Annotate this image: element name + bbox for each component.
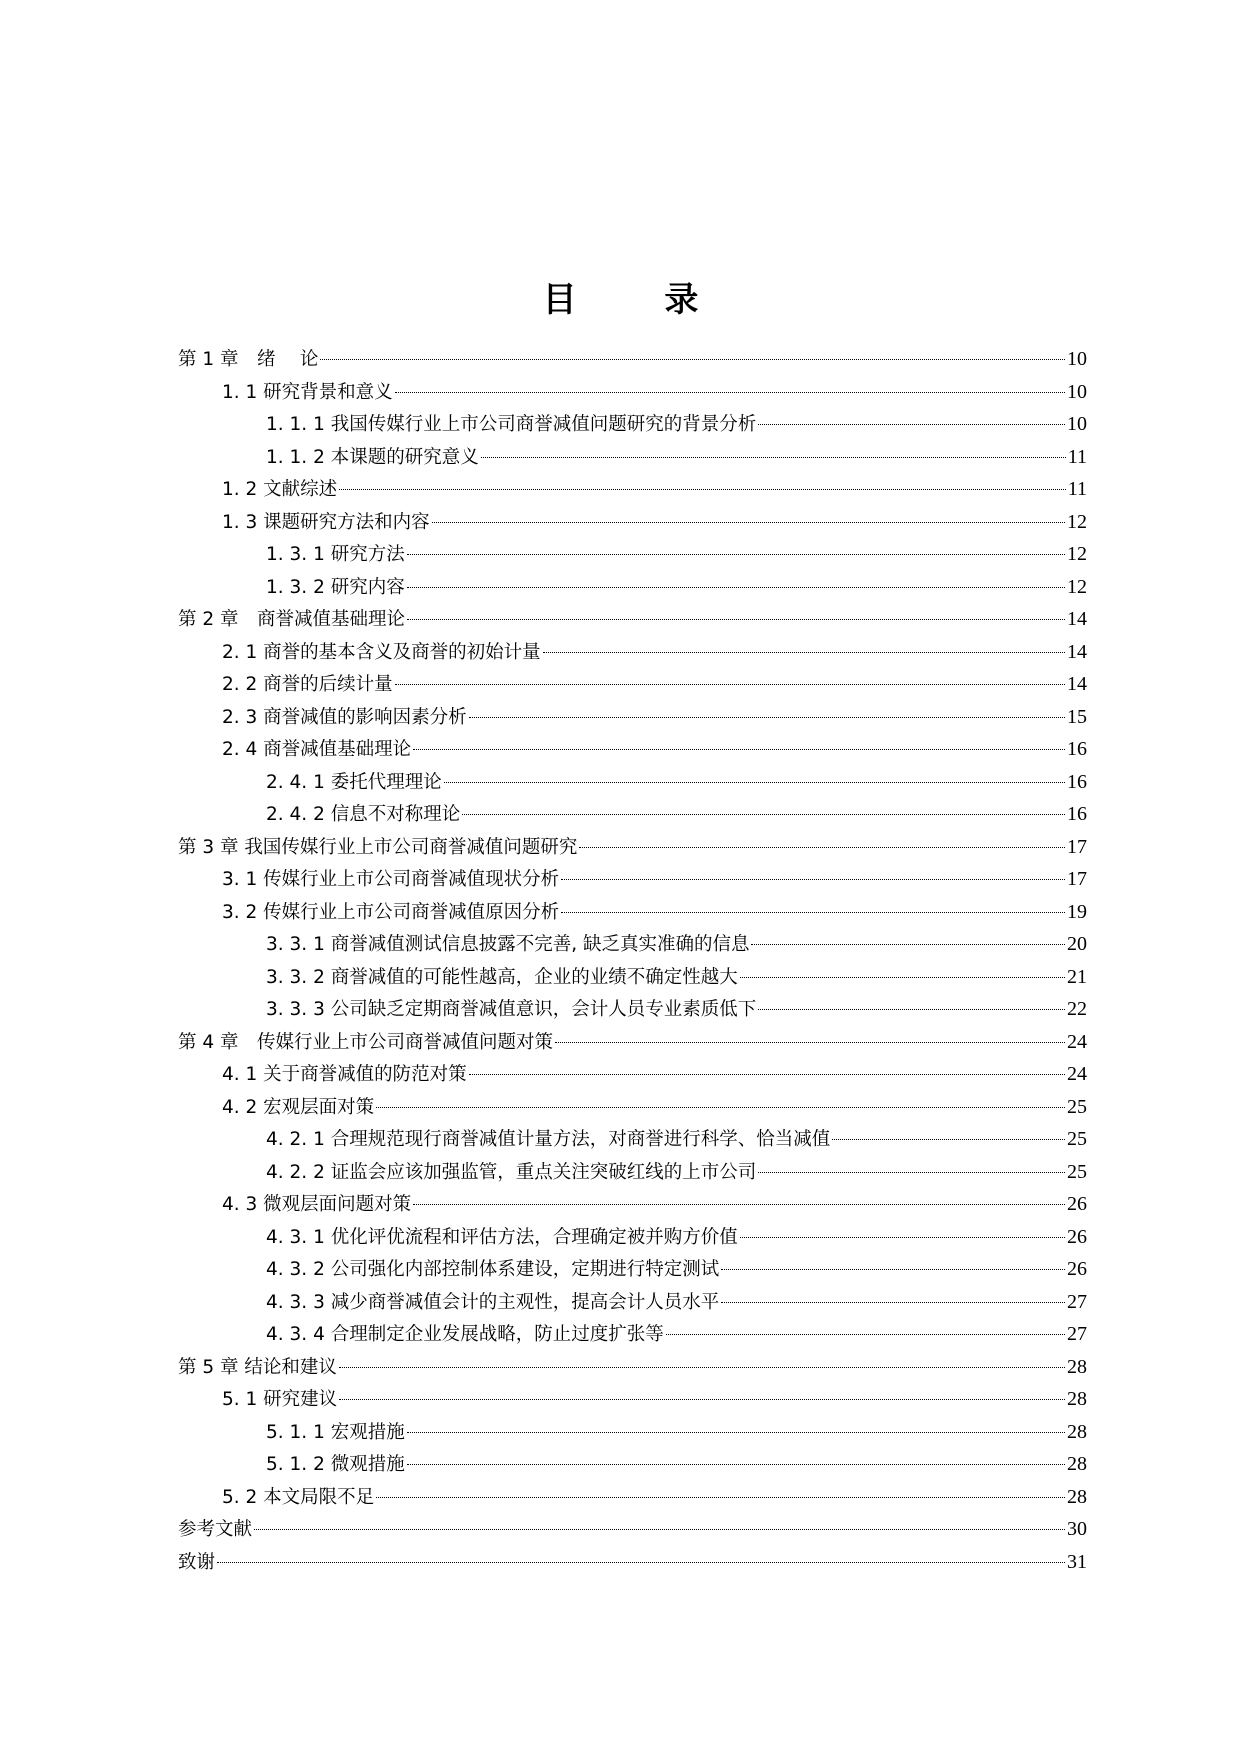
toc-entry-label: 3. 3. 1 商誉减值测试信息披露不完善, 缺乏真实准确的信息	[266, 934, 750, 955]
toc-dot-leader	[543, 652, 1065, 653]
toc-entry[interactable]	[178, 766, 1087, 799]
toc-entry-label: 1. 3. 1 研究方法	[266, 544, 405, 565]
toc-page-number: 28	[1067, 1420, 1087, 1443]
toc-entry[interactable]	[178, 1156, 1087, 1189]
toc-dot-leader	[740, 1237, 1065, 1238]
toc-dot-leader	[832, 1139, 1065, 1140]
toc-entry-label: 1. 3. 2 研究内容	[266, 576, 405, 598]
toc-page-number: 26	[1067, 1193, 1087, 1215]
toc-entry-label: 3. 1 传媒行业上市公司商誉减值现状分析	[222, 869, 560, 890]
toc-page-number: 25	[1067, 1128, 1087, 1150]
toc-entry[interactable]	[178, 1026, 1087, 1059]
toc-entry[interactable]	[178, 798, 1087, 831]
toc-page-number: 11	[1067, 478, 1087, 500]
toc-entry[interactable]	[178, 701, 1087, 734]
toc-entry[interactable]	[178, 408, 1087, 441]
toc-entry[interactable]	[178, 1253, 1087, 1286]
toc-dot-leader	[320, 359, 1065, 360]
toc-page-number: 31	[1067, 1550, 1087, 1573]
toc-dot-leader	[339, 1399, 1065, 1400]
toc-entry-label: 参考文献	[178, 1519, 253, 1540]
toc-page-number: 14	[1067, 608, 1087, 630]
toc-entry-label: 4. 3. 3 减少商誉减值会计的主观性，提高会计人员水平	[266, 1291, 720, 1313]
toc-entry[interactable]	[178, 506, 1087, 539]
toc-entry-label: 4. 2 宏观层面对策	[222, 1096, 375, 1118]
toc-entry[interactable]	[178, 1351, 1087, 1384]
toc-page-number: 28	[1067, 1453, 1087, 1475]
toc-page-number: 16	[1067, 803, 1087, 825]
toc-page-number: 12	[1067, 510, 1087, 533]
toc-entry[interactable]	[178, 1286, 1087, 1319]
toc-entry-label: 致谢	[178, 1551, 216, 1573]
toc-dot-leader	[339, 489, 1066, 490]
toc-entry[interactable]	[178, 1481, 1087, 1514]
toc-page-number: 28	[1067, 1485, 1087, 1508]
toc-page-number: 22	[1067, 998, 1087, 1020]
toc-entry-label: 4. 3 微观层面问题对策	[222, 1194, 412, 1215]
toc-dot-leader	[740, 977, 1065, 978]
toc-entry-label: 1. 2 文献综述	[222, 479, 338, 500]
toc-page-number: 10	[1067, 348, 1087, 370]
toc-entry-label: 第 3 章 我国传媒行业上市公司商誉减值问题研究	[178, 836, 578, 858]
toc-page-number: 14	[1067, 640, 1087, 663]
toc-entry[interactable]	[178, 863, 1087, 896]
toc-entry[interactable]	[178, 473, 1087, 506]
page-title: 目 录	[542, 279, 737, 320]
toc-dot-leader	[413, 749, 1065, 750]
toc-dot-leader	[413, 1204, 1065, 1205]
toc-entry[interactable]	[178, 1221, 1087, 1254]
toc-page-number: 14	[1067, 673, 1087, 695]
toc-page-number: 24	[1067, 1063, 1087, 1085]
toc-entry[interactable]	[178, 961, 1087, 994]
toc-entry-label: 4. 1 关于商誉减值的防范对策	[222, 1064, 467, 1085]
toc-page-number: 12	[1067, 575, 1087, 598]
toc-dot-leader	[469, 1074, 1065, 1075]
toc-entry[interactable]	[178, 1383, 1087, 1416]
toc-entry[interactable]	[178, 343, 1087, 376]
toc-dot-leader	[758, 1172, 1065, 1173]
toc-dot-leader	[462, 814, 1065, 815]
toc-dot-leader	[376, 1497, 1065, 1498]
toc-dot-leader	[721, 1269, 1065, 1270]
table-of-contents	[178, 343, 1087, 1578]
toc-entry-label: 1. 3 课题研究方法和内容	[222, 511, 430, 533]
toc-dot-leader	[666, 1334, 1065, 1335]
toc-entry-label: 5. 1 研究建议	[222, 1389, 338, 1410]
toc-dot-leader	[555, 1042, 1065, 1043]
toc-entry[interactable]	[178, 1091, 1087, 1124]
toc-entry[interactable]	[178, 571, 1087, 604]
toc-entry-label: 2. 4. 1 委托代理理论	[266, 771, 442, 793]
toc-entry-label: 4. 3. 1 优化评优流程和评估方法，合理确定被并购方价值	[266, 1226, 738, 1248]
toc-dot-leader	[407, 1464, 1065, 1465]
toc-page-number: 17	[1067, 868, 1087, 890]
toc-entry[interactable]	[178, 636, 1087, 669]
toc-dot-leader	[339, 1367, 1065, 1368]
toc-page-number: 10	[1067, 413, 1087, 435]
toc-entry-label: 2. 4 商誉减值基础理论	[222, 739, 412, 760]
toc-page-number: 11	[1067, 445, 1087, 468]
toc-page-number: 27	[1067, 1323, 1087, 1345]
toc-page-number: 10	[1067, 380, 1087, 403]
toc-entry[interactable]	[178, 1513, 1087, 1546]
toc-dot-leader	[376, 1107, 1065, 1108]
toc-entry[interactable]	[178, 603, 1087, 636]
toc-entry[interactable]	[178, 668, 1087, 701]
toc-entry[interactable]	[178, 376, 1087, 409]
toc-entry[interactable]	[178, 993, 1087, 1026]
toc-entry-label: 4. 2. 2 证监会应该加强监管，重点关注突破红线的上市公司	[266, 1161, 757, 1183]
toc-entry-label: 5. 1. 1 宏观措施	[266, 1421, 405, 1443]
toc-page-number: 28	[1067, 1388, 1087, 1410]
toc-dot-leader	[432, 522, 1065, 523]
toc-page-number: 25	[1067, 1095, 1087, 1118]
toc-entry-label: 1. 1. 2 本课题的研究意义	[266, 446, 479, 468]
toc-entry-label: 5. 1. 2 微观措施	[266, 1454, 405, 1475]
toc-page-number: 28	[1067, 1355, 1087, 1378]
toc-entry[interactable]	[178, 441, 1087, 474]
toc-page-number: 20	[1067, 933, 1087, 955]
toc-dot-leader	[579, 847, 1065, 848]
toc-page-number: 16	[1067, 738, 1087, 760]
toc-page-number: 24	[1067, 1030, 1087, 1053]
toc-dot-leader	[561, 912, 1065, 913]
toc-entry[interactable]	[178, 1318, 1087, 1351]
toc-dot-leader	[444, 782, 1065, 783]
toc-page-number: 27	[1067, 1290, 1087, 1313]
toc-entry[interactable]	[178, 1188, 1087, 1221]
toc-page-number: 25	[1067, 1160, 1087, 1183]
toc-entry-label: 1. 1. 1 我国传媒行业上市公司商誉减值问题研究的背景分析	[266, 414, 757, 435]
toc-dot-leader	[561, 879, 1065, 880]
toc-entry-label: 3. 2 传媒行业上市公司商誉减值原因分析	[222, 901, 560, 923]
toc-entry[interactable]	[178, 1058, 1087, 1091]
toc-page-number: 16	[1067, 770, 1087, 793]
toc-entry-label: 第 5 章 结论和建议	[178, 1356, 337, 1378]
toc-dot-leader	[395, 684, 1065, 685]
toc-dot-leader	[469, 717, 1065, 718]
toc-dot-leader	[217, 1562, 1065, 1563]
toc-dot-leader	[481, 457, 1066, 458]
toc-page-number: 12	[1067, 543, 1087, 565]
toc-dot-leader	[721, 1302, 1065, 1303]
toc-page-number: 21	[1067, 965, 1087, 988]
toc-entry[interactable]	[178, 1546, 1087, 1579]
toc-entry[interactable]	[178, 1416, 1087, 1449]
toc-page-number: 15	[1067, 705, 1087, 728]
toc-entry[interactable]	[178, 896, 1087, 929]
toc-page-number: 19	[1067, 900, 1087, 923]
toc-entry[interactable]	[178, 733, 1087, 766]
toc-dot-leader	[407, 1432, 1065, 1433]
toc-dot-leader	[254, 1529, 1065, 1530]
toc-page-number: 26	[1067, 1225, 1087, 1248]
toc-entry-label: 1. 1 研究背景和意义	[222, 381, 393, 403]
toc-dot-leader	[407, 587, 1065, 588]
toc-entry-label: 4. 3. 4 合理制定企业发展战略，防止过度扩张等	[266, 1324, 664, 1345]
toc-entry-label: 4. 3. 2 公司强化内部控制体系建设，定期进行特定测试	[266, 1259, 720, 1280]
toc-entry[interactable]	[178, 928, 1087, 961]
toc-entry[interactable]	[178, 1123, 1087, 1156]
toc-entry-label: 3. 3. 3 公司缺乏定期商誉减值意识，会计人员专业素质低下	[266, 999, 757, 1020]
toc-dot-leader	[407, 554, 1065, 555]
toc-entry-label: 2. 3 商誉减值的影响因素分析	[222, 706, 467, 728]
toc-dot-leader	[751, 944, 1065, 945]
toc-page-number: 30	[1067, 1518, 1087, 1540]
toc-entry[interactable]	[178, 831, 1087, 864]
toc-entry-label: 4. 2. 1 合理规范现行商誉减值计量方法，对商誉进行科学、恰当减值	[266, 1129, 831, 1150]
toc-dot-leader	[758, 1009, 1065, 1010]
toc-entry-label: 2. 2 商誉的后续计量	[222, 674, 393, 695]
toc-entry-label: 2. 4. 2 信息不对称理论	[266, 804, 461, 825]
toc-dot-leader	[407, 619, 1065, 620]
toc-entry[interactable]	[178, 1448, 1087, 1481]
toc-entry-label: 2. 1 商誉的基本含义及商誉的初始计量	[222, 641, 541, 663]
toc-entry-label: 3. 3. 2 商誉减值的可能性越高，企业的业绩不确定性越大	[266, 966, 738, 988]
toc-entry[interactable]	[178, 538, 1087, 571]
toc-entry-label: 第 2 章 商誉减值基础理论	[178, 609, 406, 630]
toc-entry-label: 5. 2 本文局限不足	[222, 1486, 375, 1508]
toc-dot-leader	[395, 392, 1065, 393]
toc-page-number: 26	[1067, 1258, 1087, 1280]
toc-page-number: 17	[1067, 835, 1087, 858]
toc-entry-label: 第 1 章 绪 论	[178, 349, 319, 370]
toc-dot-leader	[758, 424, 1065, 425]
toc-entry-label: 第 4 章 传媒行业上市公司商誉减值问题对策	[178, 1031, 554, 1053]
